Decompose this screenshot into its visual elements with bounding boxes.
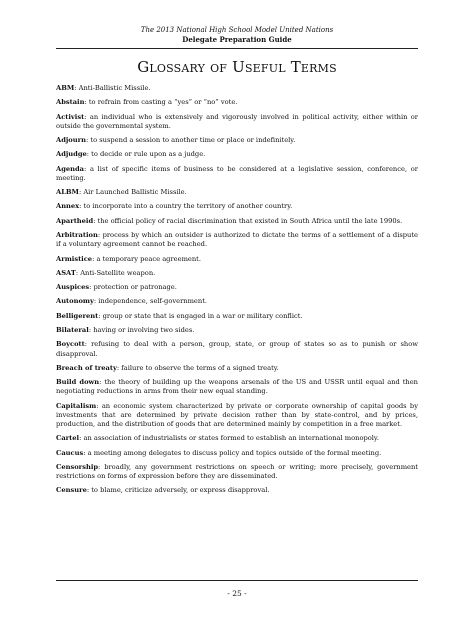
glossary-term: ALBM <box>56 188 79 197</box>
glossary-term: Adjudge <box>56 150 87 159</box>
glossary-definition: to blame, criticize adversely, or express disapproval. <box>91 486 270 495</box>
glossary-entry <box>56 364 418 373</box>
glossary-entry <box>56 98 418 107</box>
term-separator: : <box>93 216 98 225</box>
glossary-definition: a temporary peace agreement. <box>96 254 201 263</box>
glossary-term: Auspices <box>56 283 90 292</box>
glossary-definition: Air Launched Ballistic Missile. <box>83 188 187 197</box>
term-separator: : <box>75 268 81 277</box>
glossary-entry <box>56 297 418 306</box>
term-separator: : <box>116 363 122 372</box>
term-separator: : <box>78 188 84 197</box>
glossary-term: ASAT <box>56 268 76 277</box>
glossary-term: Bilateral <box>56 326 89 335</box>
running-header <box>56 26 418 44</box>
glossary-definition: group or state that is engaged in a war or military conflict. <box>102 311 303 320</box>
glossary-entry <box>56 165 418 183</box>
glossary-definition: independence, self-government. <box>98 297 208 306</box>
term-separator: : <box>84 112 90 121</box>
term-separator: : <box>89 283 94 292</box>
term-separator: : <box>93 297 99 306</box>
glossary-term: Adjourn <box>56 136 86 145</box>
glossary-entry <box>56 463 418 481</box>
term-separator: : <box>98 462 105 471</box>
glossary-entry <box>56 326 418 335</box>
glossary-definition: the official policy of racial discrimination that existed in South Africa until the late 1990s. <box>97 216 403 225</box>
glossary-entry <box>56 113 418 131</box>
term-separator: : <box>99 378 105 387</box>
term-separator: : <box>74 84 79 92</box>
glossary-term: ABM <box>56 84 75 92</box>
glossary-definition: an association of industrialists or states formed to establish an international monopoly. <box>83 434 379 443</box>
glossary-term: Apartheid <box>56 216 94 225</box>
glossary-entry <box>56 449 418 458</box>
glossary-entry <box>56 202 418 211</box>
glossary-definition: Anti-Satellite weapon. <box>80 268 156 277</box>
term-separator: : <box>92 254 97 263</box>
term-separator: : <box>83 448 88 457</box>
glossary-entry <box>56 434 418 443</box>
glossary-term: Censorship <box>56 462 99 471</box>
glossary-definition: an individual who is extensively and vigorously involved in political activity, either within or outside the governmental system. <box>56 112 418 130</box>
term-separator: : <box>84 164 90 173</box>
term-separator: : <box>86 136 91 145</box>
glossary-term: Autonomy <box>56 297 94 306</box>
glossary-entry <box>56 378 418 396</box>
term-separator: : <box>88 326 94 335</box>
glossary-definition: Anti-Ballistic Missile. <box>78 84 151 92</box>
glossary-term: Boycott <box>56 340 85 349</box>
glossary-definition: process by which an outsider is authorized to dictate the terms of a settlement of a dispute if a voluntary agreement cannot be reached. <box>56 231 418 249</box>
glossary-definition: failure to observe the terms of a signed treaty. <box>121 363 279 372</box>
header-divider <box>56 48 418 49</box>
glossary-term: Censure <box>56 486 87 495</box>
page-title: Glossary of Useful Terms <box>137 58 337 76</box>
glossary-entry <box>56 486 418 495</box>
glossary-definition: having or involving two sides. <box>93 326 195 335</box>
term-separator: : <box>96 401 102 410</box>
glossary-definition: protection or patronage. <box>93 283 177 292</box>
glossary-term: Build down <box>56 378 100 387</box>
glossary-entry <box>56 188 418 197</box>
glossary-term: Breach of treaty <box>56 363 117 372</box>
page-number: - 25 - <box>227 589 247 598</box>
glossary-definition: the theory of building up the weapons arsenals of the US and USSR until equal and then negotiating reductions in arms from their new equal standing. <box>56 378 418 396</box>
glossary-definition: to refrain from casting a “yes” or “no” vote. <box>88 98 238 107</box>
glossary-term: Cartel <box>56 434 80 443</box>
glossary-definition: to suspend a session to another time or place or indefinitely. <box>90 136 296 145</box>
footer-divider <box>56 580 418 581</box>
glossary-term: Abstain <box>56 98 85 107</box>
term-separator: : <box>98 311 103 320</box>
glossary-entry <box>56 217 418 226</box>
glossary-entry <box>56 402 418 430</box>
glossary-definition: an economic system characterized by private or corporate ownership of capital goods by investments that are determined by private decision rather than by state-control, and by prices, production, and the distribution of goods that are determined mainly by competition in a free market. <box>56 401 418 429</box>
glossary-entry <box>56 269 418 278</box>
glossary-definition: a list of specific items of business to be considered at a legislative session, conference, or meeting. <box>56 164 418 182</box>
glossary-definition: to incorporate into a country the territory of another country. <box>83 202 293 211</box>
glossary-term: Belligerent <box>56 311 99 320</box>
glossary-term: Annex <box>56 202 80 211</box>
term-separator: : <box>84 340 92 349</box>
glossary-entry <box>56 84 418 93</box>
header-conference-name: The 2013 National High School Model United Nations <box>140 26 334 34</box>
glossary-term: Agenda <box>56 164 84 173</box>
term-separator: : <box>86 486 92 495</box>
glossary-entry <box>56 255 418 264</box>
glossary-term: Caucus <box>56 448 84 457</box>
term-separator: : <box>84 98 89 107</box>
glossary-entry <box>56 231 418 249</box>
glossary-list <box>56 84 418 501</box>
glossary-entry <box>56 283 418 292</box>
term-separator: : <box>97 231 103 240</box>
header-guide-name: Delegate Preparation Guide <box>182 35 292 44</box>
glossary-definition: refusing to deal with a person, group, state, or group of states so as to punish or show disapproval. <box>56 340 418 358</box>
term-separator: : <box>86 150 92 159</box>
glossary-entry <box>56 136 418 145</box>
glossary-entry <box>56 150 418 159</box>
glossary-term: Armistice <box>56 254 93 263</box>
glossary-term: Activist <box>56 112 85 121</box>
glossary-term: Capitalism <box>56 401 97 410</box>
glossary-definition: broadly, any government restrictions on speech or writing; more precisely, government restrictions on forms of expression before they are disseminated. <box>56 462 418 481</box>
term-separator: : <box>79 202 84 211</box>
term-separator: : <box>79 434 84 443</box>
glossary-definition: a meeting among delegates to discuss policy and topics outside of the formal meeting. <box>87 448 382 457</box>
glossary-entry <box>56 312 418 321</box>
glossary-term: Arbitration <box>56 231 98 240</box>
glossary-definition: to decide or rule upon as a judge. <box>91 150 206 159</box>
glossary-entry <box>56 340 418 358</box>
